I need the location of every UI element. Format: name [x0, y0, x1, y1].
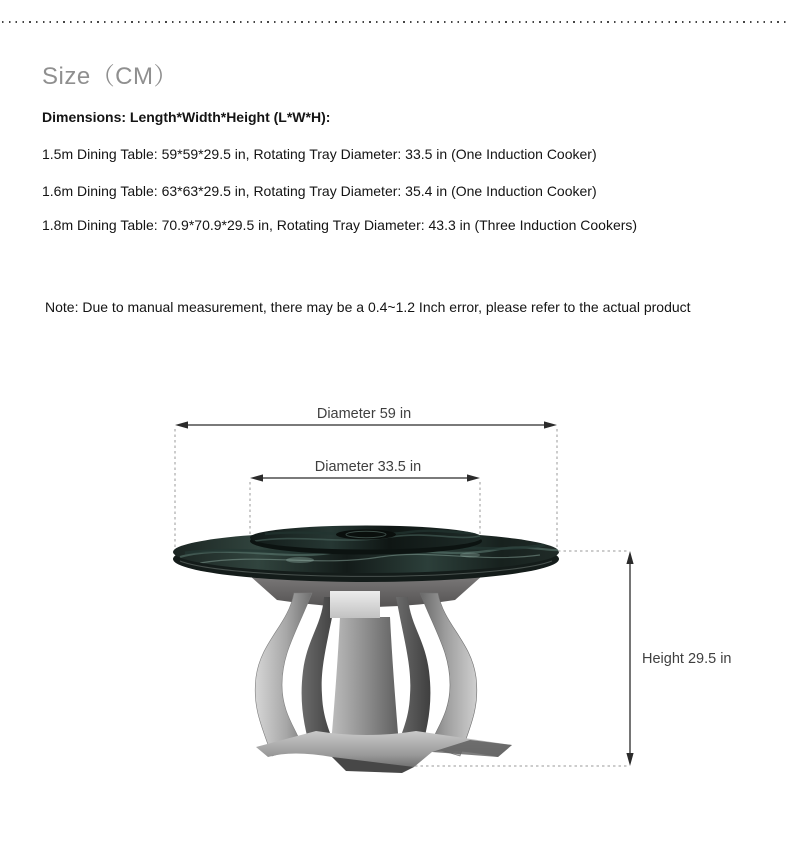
arrow-head-left-icon	[250, 474, 263, 481]
table-leg-center-front	[331, 617, 399, 745]
tray-diameter-label: Diameter 33.5 in	[314, 459, 422, 475]
arrow-head-down-icon	[626, 753, 633, 766]
dimension-diagram	[0, 395, 790, 855]
dining-table-illustration	[173, 526, 565, 774]
base-column-panel	[330, 591, 380, 618]
page-title: Size（CM）	[42, 63, 179, 90]
arrow-head-right-icon	[467, 474, 480, 481]
size-row-3: 1.8m Dining Table: 70.9*70.9*29.5 in, Rotating Tray Diameter: 43.3 in (Three Induction Cookers)	[42, 217, 638, 233]
size-row-1: 1.5m Dining Table: 59*59*29.5 in, Rotating Tray Diameter: 33.5 in (One Induction Cooker)	[42, 146, 597, 162]
measurement-note: Note: Due to manual measurement, there may be a 0.4~1.2 Inch error, please refer to the actual product	[45, 299, 691, 315]
arrow-head-up-icon	[626, 551, 633, 564]
arrow-head-right-icon	[544, 421, 557, 428]
size-row-2: 1.6m Dining Table: 63*63*29.5 in, Rotating Tray Diameter: 35.4 in (One Induction Cooker)	[42, 183, 597, 199]
dimensions-label: Dimensions: Length*Width*Height (L*W*H):	[42, 109, 331, 125]
table-leg-inner-left	[302, 597, 336, 754]
outer-diameter-label: Diameter 59 in	[316, 406, 412, 422]
table-leg-inner-right	[396, 597, 430, 754]
arrow-head-left-icon	[175, 421, 188, 428]
dotted-divider	[2, 21, 788, 23]
tray-diameter-dimension	[250, 459, 480, 536]
height-label: Height 29.5 in	[642, 651, 732, 667]
